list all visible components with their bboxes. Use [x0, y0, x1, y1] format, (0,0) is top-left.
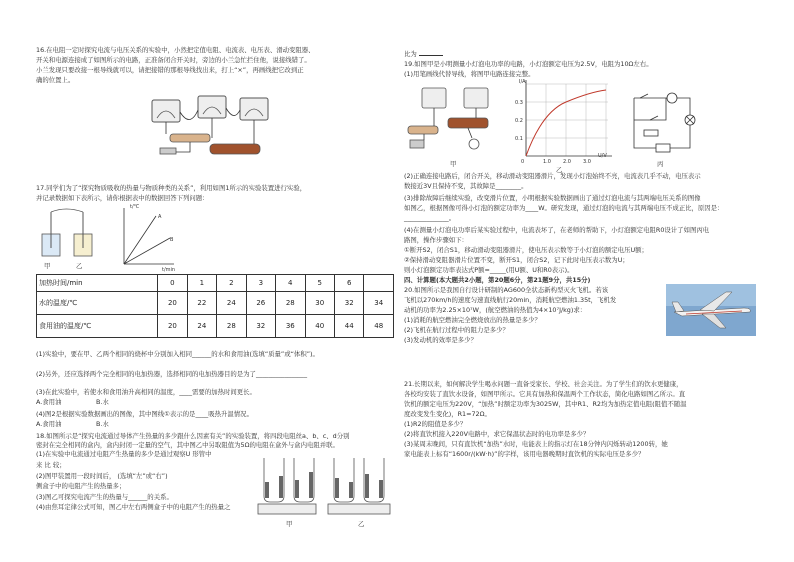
q21-line-5: (1)R2的阻值是多少？ [404, 420, 467, 428]
q18-line-8: (4)由焦耳定律公式可知，图乙中左右两侧盒子中的电阻产生的热量之 [36, 503, 231, 511]
q17-graph-line-a [124, 216, 156, 264]
q19-graph-ytick: 0.2 [515, 118, 523, 124]
table-cell: 24 [217, 292, 246, 315]
q17-line-1: 17.同学们为了“探究物质吸收的热量与物质种类的关系”，利用如图1所示的实验装置进行实验， [36, 184, 307, 192]
table-row [37, 315, 394, 338]
q17-sub-1: (1)实验中，要在甲、乙两个相同的烧杯中分别加入相同______的水和食用油(选填“质量”或“体积”)。 [36, 350, 319, 358]
q18-fig-label-1: 甲 [286, 520, 293, 528]
q19-sub-4d: ②保持滑动变阻器滑片位置不变，断开S1，闭合S2，记下此时电压表示数为U； [404, 256, 629, 264]
q18-line-2: 密封在完全相同的盒内，盒内封闭一定量的空气，其中图乙中另取阻值为5Ω的电阻在盒外与盒内电阻并联。 [36, 441, 339, 449]
table-cell: 30 [305, 292, 334, 315]
q20-line-5: (2)飞机在航行过程中的阻力是多少？ [404, 326, 509, 334]
q20-airplane-photo [666, 284, 756, 336]
q19-line-1: 19.如图甲是小明测量小灯泡电功率的电路，小灯泡额定电压为2.5V，电阻为10Ω左右。 [404, 60, 653, 68]
table-row [37, 292, 394, 315]
q18-line-4: 来 比 较； [36, 461, 66, 469]
q17-graph-series-a: A [158, 214, 162, 220]
q17-sub-3-option-b: B.水 [96, 398, 109, 406]
q17-sub-3: (3)在此实验中，若使水和食用油升高相同的温度，____需要的加热时间更长。 [36, 388, 256, 396]
q19-sub-4e: 则小灯泡额定功率表达式P额=_____(用U额、U和R0表示)。 [404, 266, 574, 274]
q16-line-4: 确的位置上。 [36, 76, 75, 84]
table-cell: 5 [305, 275, 334, 292]
table-cell: 6 [334, 275, 363, 292]
q18-line-6: 侧盒子中的电阻产生的热量多； [36, 482, 126, 490]
q19-fig-label-3: 丙 [657, 160, 664, 168]
table-cell: 36 [276, 315, 305, 338]
q21-line-2: 各校均安装了直饮水设备，如图甲所示。它具有加热和保温两个工作状态，简化电路如图乙所示。直 [404, 390, 686, 398]
q19-graph-xtick: 3.0 [583, 159, 591, 165]
q17-sub-4: (4)图2是根据实验数据画出的图像，其中图线①表示的是____吸热升温情况。 [36, 410, 253, 418]
q18-line-7: (3)图乙可探究电流产生的热量与______的关系。 [36, 493, 173, 501]
table-cell: 3 [246, 275, 275, 292]
q19-intro-prefix [404, 50, 443, 59]
q19-line-2: (1)用笔画线代替导线，将图甲电路连接完整。 [404, 70, 535, 78]
q17-sub-2: (2)另外，还应选择两个完全相同的电加热器，选择相同的电加热器目的是为了________________ [36, 370, 308, 378]
q17-data-table [36, 274, 394, 338]
q17-sub-4-option-a: A.食用油 [36, 420, 62, 428]
q18-fig-label-2: 乙 [358, 520, 365, 528]
q17-sub-4-option-b: B.水 [96, 420, 109, 428]
q16-circuit-figure [150, 92, 280, 162]
q19-graph-ytick: 0.1 [515, 136, 523, 142]
q19-sub-4a: (4)在测量小灯泡电功率后某实验过程中，电流表坏了，在老师的帮助下，小灯泡额定电阻R0设计了如图丙电 [404, 226, 710, 234]
q16-line-1: 16.在电阻一定时探究电流与电压关系的实验中，小然把定值电阻、电流表、电压表、滑动变阻器、 [36, 46, 315, 54]
q19-circuit-diagram [626, 88, 698, 158]
table-row [37, 275, 394, 292]
q19-graph-ytick: 0.3 [515, 100, 523, 106]
q19-graph-origin: 0 [521, 159, 525, 165]
q19-sub-4c: ①断开S2，闭合S1，移动滑动变阻器滑片，使电压表示数等于小灯泡的额定电压U额； [404, 246, 648, 254]
q19-sub-3a: (3)排除故障后继续实验，改变滑片位置，小明根据实验数据画出了通过灯泡电流与其两端电压关系的图像 [404, 194, 701, 202]
table-cell: 2 [217, 275, 246, 292]
table-cell: 32 [334, 292, 363, 315]
table-cell: 34 [364, 292, 394, 315]
table-cell: 0 [158, 275, 187, 292]
q17-fig-label-1: 甲 [44, 262, 51, 270]
table-cell: 加热时间/min [37, 275, 158, 292]
q21-line-1: 21.长期以来，如何解决学生喝水问题一直备受家长、学校、社会关注。为了学生们的饮水更健康， [404, 380, 683, 388]
q20-line-1: 20.如图所示是我国自行设计研制的AG600全状态新构型灭火飞机。若该 [404, 286, 609, 294]
table-cell: 1 [187, 275, 216, 292]
q18-line-1: 18.如图所示是“探究电流通过导体产生热量的多少跟什么因素有关”的实验装置，将四段电阻丝a、b、c、d分别 [36, 432, 350, 440]
q17-graph-xlabel: t/min [162, 267, 176, 273]
q20-line-2: 飞机以270km/h的速度匀速直线航行20min，消耗航空燃油1.35t，飞机发 [404, 296, 617, 304]
q19-iv-graph [508, 78, 618, 162]
q20-line-3: 动机的功率为2.25×10⁷W，(航空燃油的热值为4×10⁷J/kg)求： [404, 306, 587, 314]
q19-intro-prefix-text: 比为 [404, 50, 417, 58]
q21-line-8: 家电能表上标有“1600r/(kW·h)”的字样，该用电器晚期时直饮机的实际电压是多少？ [404, 450, 645, 458]
table-cell [364, 275, 394, 292]
q18-line-5: (2)图甲装置用一段时间后， (选填“左”或“右”) [36, 472, 168, 480]
q17-temperature-graph [116, 204, 178, 272]
table-cell: 44 [334, 315, 363, 338]
q17-beakers-figure [36, 206, 106, 270]
table-cell: 20 [158, 292, 187, 315]
q19-blank [419, 55, 443, 56]
table-cell: 22 [187, 292, 216, 315]
q19-graph-xtick: 1.0 [543, 159, 551, 165]
q18-line-3: (1)在实验中电流通过电阻产生热量的多少是通过观察U 形管中 [36, 450, 212, 458]
q21-line-6: (2)将直饮机接入220V电路中，求它保温状态时的电功率是多少？ [404, 430, 590, 438]
q17-line-2: 并记录数据如下表所示，请你根据表中的数据回答下列问题： [36, 194, 209, 202]
q19-sub-3b: 如图乙，根据图像可得小灯泡的额定功率为____W。研究发现，通过灯泡的电流与其两端电压不成正比，原因是： [404, 204, 724, 212]
q19-sub-2b: 数接近3V且保持不变，其故障是________。 [404, 182, 528, 190]
table-cell: 40 [305, 315, 334, 338]
table-cell: 28 [217, 315, 246, 338]
table-cell: 水的温度/℃ [37, 292, 158, 315]
q17-graph-line-b [124, 238, 170, 264]
q21-line-7: (3)某周末晚间，只有直饮机“加热”水时，电能表上的指示灯在18分钟内闪烁转动1200转，她 [404, 440, 668, 448]
section-4-heading: 四、计算题(本大题共2小题，第20题6分，第21题9分，共15分) [404, 276, 591, 284]
q19-circuit-figure [404, 82, 504, 158]
table-cell: 48 [364, 315, 394, 338]
q19-graph-xlabel: U/V [598, 153, 607, 159]
table-cell: 4 [276, 275, 305, 292]
q18-u-tube-figure [256, 452, 396, 518]
q17-graph-series-b: B [170, 237, 174, 243]
q16-line-3: 小兰发现只要改接一根导线就可以，请把接错的那根导线找出来，打上“×”，再画线把它改到正 [36, 66, 304, 74]
q19-sub-3c: ______________。 [404, 214, 456, 222]
q21-line-4: 度改变发生变化)，R1=72Ω。 [404, 410, 491, 418]
q17-fig-label-2: 乙 [76, 262, 83, 270]
q16-line-2: 开关和电源连接成了如图所示的电路，正准备闭合开关时，旁边的小兰急忙拦住他，说接线错了。 [36, 56, 311, 64]
q19-sub-4b: 路图，操作步骤如下： [404, 236, 468, 244]
q21-line-3: 饮机的额定电压为220V，“加热”时额定功率为3025W，其中R1、R2均为加热定值电阻(阻值不随温 [404, 400, 687, 408]
q19-graph-ylabel: I/A [519, 79, 526, 85]
q20-line-6: (3)发动机的效率是多少？ [404, 336, 477, 344]
q20-line-4: (1)消耗的航空燃油完全燃烧放出的热量是多少？ [404, 316, 541, 324]
table-cell: 28 [276, 292, 305, 315]
q19-sub-2a: (2)正确连接电路后，闭合开关，移动滑动变阻器滑片，发现小灯泡始终不亮，电流表几乎不动，电压表示 [404, 172, 701, 180]
table-cell: 24 [187, 315, 216, 338]
table-cell: 26 [246, 292, 275, 315]
table-cell: 食用油的温度/℃ [37, 315, 158, 338]
q17-graph-ylabel: t/℃ [130, 204, 140, 210]
table-cell: 32 [246, 315, 275, 338]
q19-graph-xtick: 2.0 [563, 159, 571, 165]
q17-sub-3-option-a: A.食用油 [36, 398, 62, 406]
table-cell: 20 [158, 315, 187, 338]
q19-fig-label-1: 甲 [450, 160, 457, 168]
q19-fig-label-2: 乙 [556, 166, 563, 174]
